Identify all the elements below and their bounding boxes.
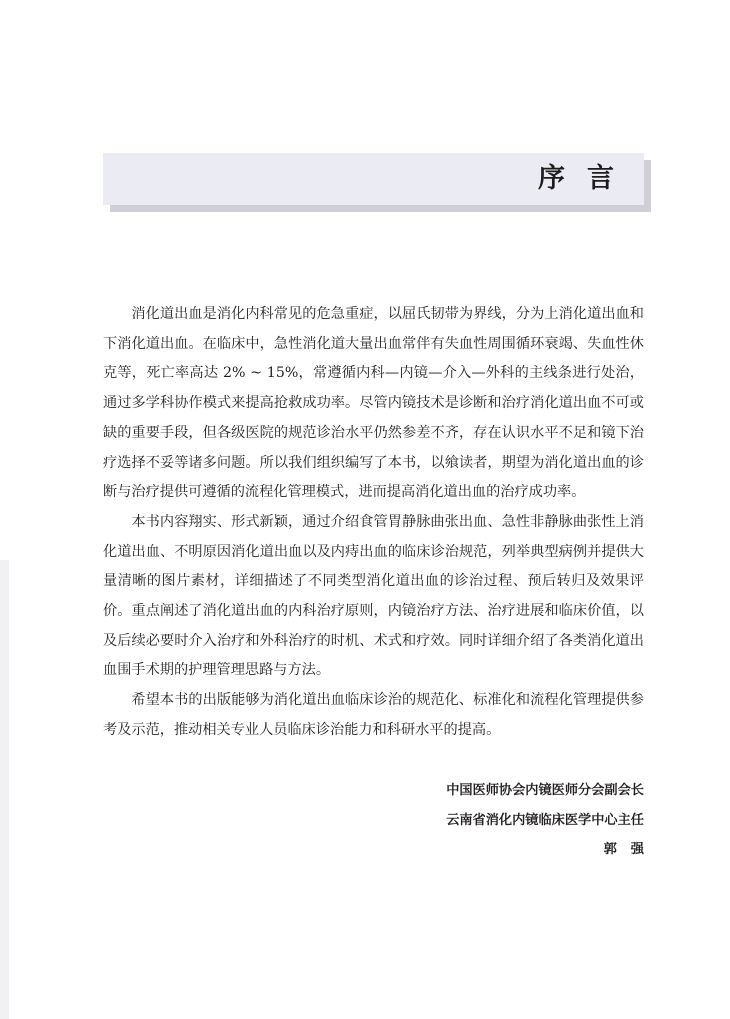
author-title-2: 云南省消化内镜临床医学中心主任 (446, 812, 644, 828)
preface-body (103, 300, 644, 746)
author-name: 郭强 (603, 842, 658, 858)
paragraph-1: 消化道出血是消化内科常见的危急重症，以屈氏韧带为界线，分为上消化道出血和下消化道出血。在临床中，急性消化道大量出血常伴有失血性周围循环衰竭、失血性休克等，死亡率高达 2% ~ 15%，常遵循内科—内镜—介入—外科的主线条进行处治，通过多学科协作模式来提高抢救成功率。尽管内镜技术是诊断和治疗消化道出血不可或缺的重要手段，但各级医院的规范诊治水平仍然参差不齐，存在认识水平不足和镜下治疗选择不妥等诸多问题。所以我们组织编写了本书，以飨读者，期望为消化道出血的诊断与治疗提供可遵循的流程化管理模式，进而提高消化道出血的治疗成功率。 (103, 306, 644, 501)
page-title: 序言 (538, 163, 636, 194)
author-signature (446, 776, 658, 865)
title-banner (103, 153, 644, 205)
paragraph-3: 希望本书的出版能够为消化道出血临床诊治的规范化、标准化和流程化管理提供参考及示范，推动相关专业人员临床诊治能力和科研水平的提高。 (103, 692, 644, 738)
author-title-1: 中国医师协会内镜医师分会副会长 (446, 783, 644, 798)
paragraph-2: 本书内容翔实、形式新颖，通过介绍食管胃静脉曲张出血、急性非静脉曲张性上消化道出血、不明原因消化道出血以及内痔出血的临床诊治规范，列举典型病例并提供大量清晰的图片素材，详细描述了不同类型消化道出血的诊治过程、预后转归及效果评价。重点阐述了消化道出血的内科治疗原则，内镜治疗方法、治疗进展和临床价值，以及后续必要时介入治疗和外科治疗的时机、术式和疗效。同时详细介绍了各类消化道出血围手术期的护理管理思路与方法。 (103, 513, 644, 679)
page-edge-strip (0, 560, 9, 1019)
